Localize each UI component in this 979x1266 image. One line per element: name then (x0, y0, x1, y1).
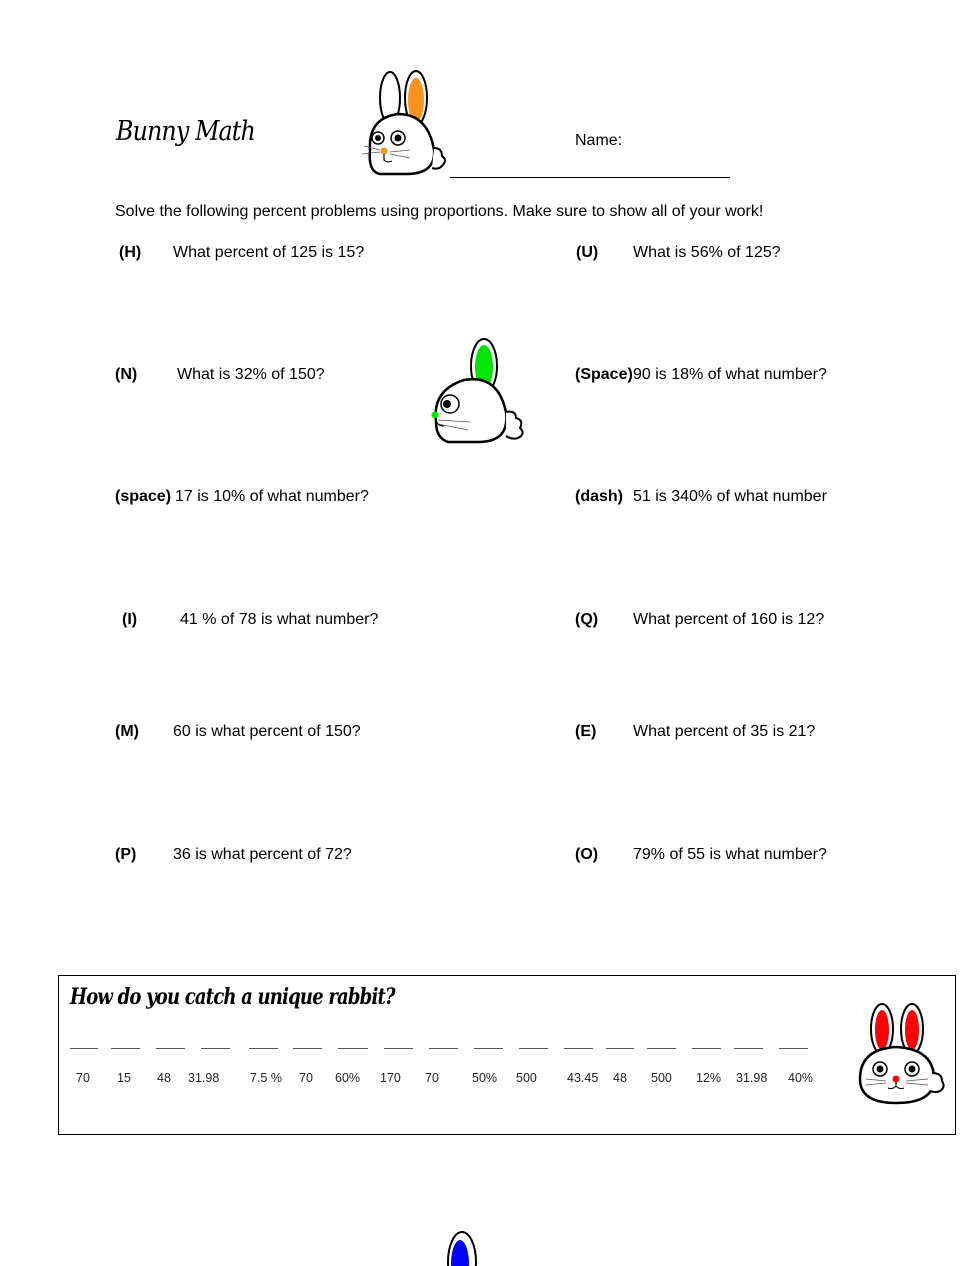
problem-letter: (dash) (575, 488, 623, 505)
answer-blank[interactable] (384, 1048, 413, 1049)
answer-blank[interactable] (338, 1048, 368, 1049)
problem-text: What percent of 160 is 12? (633, 611, 825, 628)
problem-text: What is 32% of 150? (177, 366, 325, 383)
answer-code: 60% (335, 1071, 361, 1085)
answer-code: 7.5 % (250, 1071, 282, 1085)
answer-code: 500 (651, 1071, 672, 1085)
name-line[interactable] (450, 177, 730, 178)
bunny-icon-red (856, 1003, 948, 1107)
answer-blank[interactable] (692, 1048, 721, 1049)
problem-text: 79% of 55 is what number? (633, 846, 827, 863)
problem-letter: (Space) (575, 366, 633, 383)
answer-code: 170 (380, 1071, 401, 1085)
riddle-question: How do you catch a unique rabbit? (70, 984, 395, 1010)
answer-blank[interactable] (70, 1048, 98, 1049)
problem-letter: (Q) (575, 611, 599, 628)
answer-code: 43.45 (567, 1071, 599, 1085)
problem-letter: (E) (575, 723, 597, 740)
answer-code: 31.98 (188, 1071, 220, 1085)
answer-blank[interactable] (474, 1048, 503, 1049)
problem-letter: (space) (115, 488, 172, 505)
answer-blank[interactable] (564, 1048, 593, 1049)
bunny-icon-green (428, 338, 528, 444)
name-label: Name: (575, 132, 623, 149)
answer-code: 48 (157, 1071, 171, 1085)
problem-letter: (M) (115, 723, 139, 740)
answer-blank[interactable] (606, 1048, 634, 1049)
answer-code: 70 (299, 1071, 313, 1085)
answer-blank[interactable] (111, 1048, 140, 1049)
problem-letter: (H) (119, 244, 142, 261)
bunny-icon-orange (362, 70, 452, 178)
problem-text: 41 % of 78 is what number? (180, 611, 379, 628)
problem-letter: (N) (115, 366, 138, 383)
answer-code: 12% (696, 1071, 722, 1085)
answer-blank[interactable] (519, 1048, 548, 1049)
answer-blank[interactable] (201, 1048, 230, 1049)
answer-code: 70 (76, 1071, 90, 1085)
problem-text: What percent of 35 is 21? (633, 723, 816, 740)
answer-blank[interactable] (779, 1048, 808, 1049)
problem-text: 51 is 340% of what number (633, 488, 827, 505)
problem-text: What percent of 125 is 15? (173, 244, 365, 261)
answer-code: 40% (788, 1071, 814, 1085)
answer-code: 15 (117, 1071, 131, 1085)
instructions: Solve the following percent problems using proportions. Make sure to show all of your work! (115, 203, 764, 220)
answer-code: 31.98 (736, 1071, 768, 1085)
problem-text: 17 is 10% of what number? (175, 488, 369, 505)
problem-letter: (U) (576, 244, 599, 261)
answer-blank[interactable] (156, 1048, 185, 1049)
answer-blank[interactable] (734, 1048, 763, 1049)
answer-code: 70 (425, 1071, 439, 1085)
problem-letter: (I) (122, 611, 138, 628)
answer-code: 500 (516, 1071, 537, 1085)
answer-code: 48 (613, 1071, 627, 1085)
answer-blank[interactable] (647, 1048, 676, 1049)
problem-letter: (O) (575, 846, 599, 863)
problem-text: 60 is what percent of 150? (173, 723, 361, 740)
problem-text: What is 56% of 125? (633, 244, 781, 261)
answer-code: 50% (472, 1071, 498, 1085)
worksheet-title: Bunny Math (116, 116, 255, 147)
problem-text: 90 is 18% of what number? (633, 366, 827, 383)
answer-blank[interactable] (429, 1048, 458, 1049)
answer-blank[interactable] (293, 1048, 322, 1049)
bunny-icon-blue (444, 1230, 484, 1266)
problem-text: 36 is what percent of 72? (173, 846, 352, 863)
answer-blank[interactable] (249, 1048, 278, 1049)
problem-letter: (P) (115, 846, 137, 863)
